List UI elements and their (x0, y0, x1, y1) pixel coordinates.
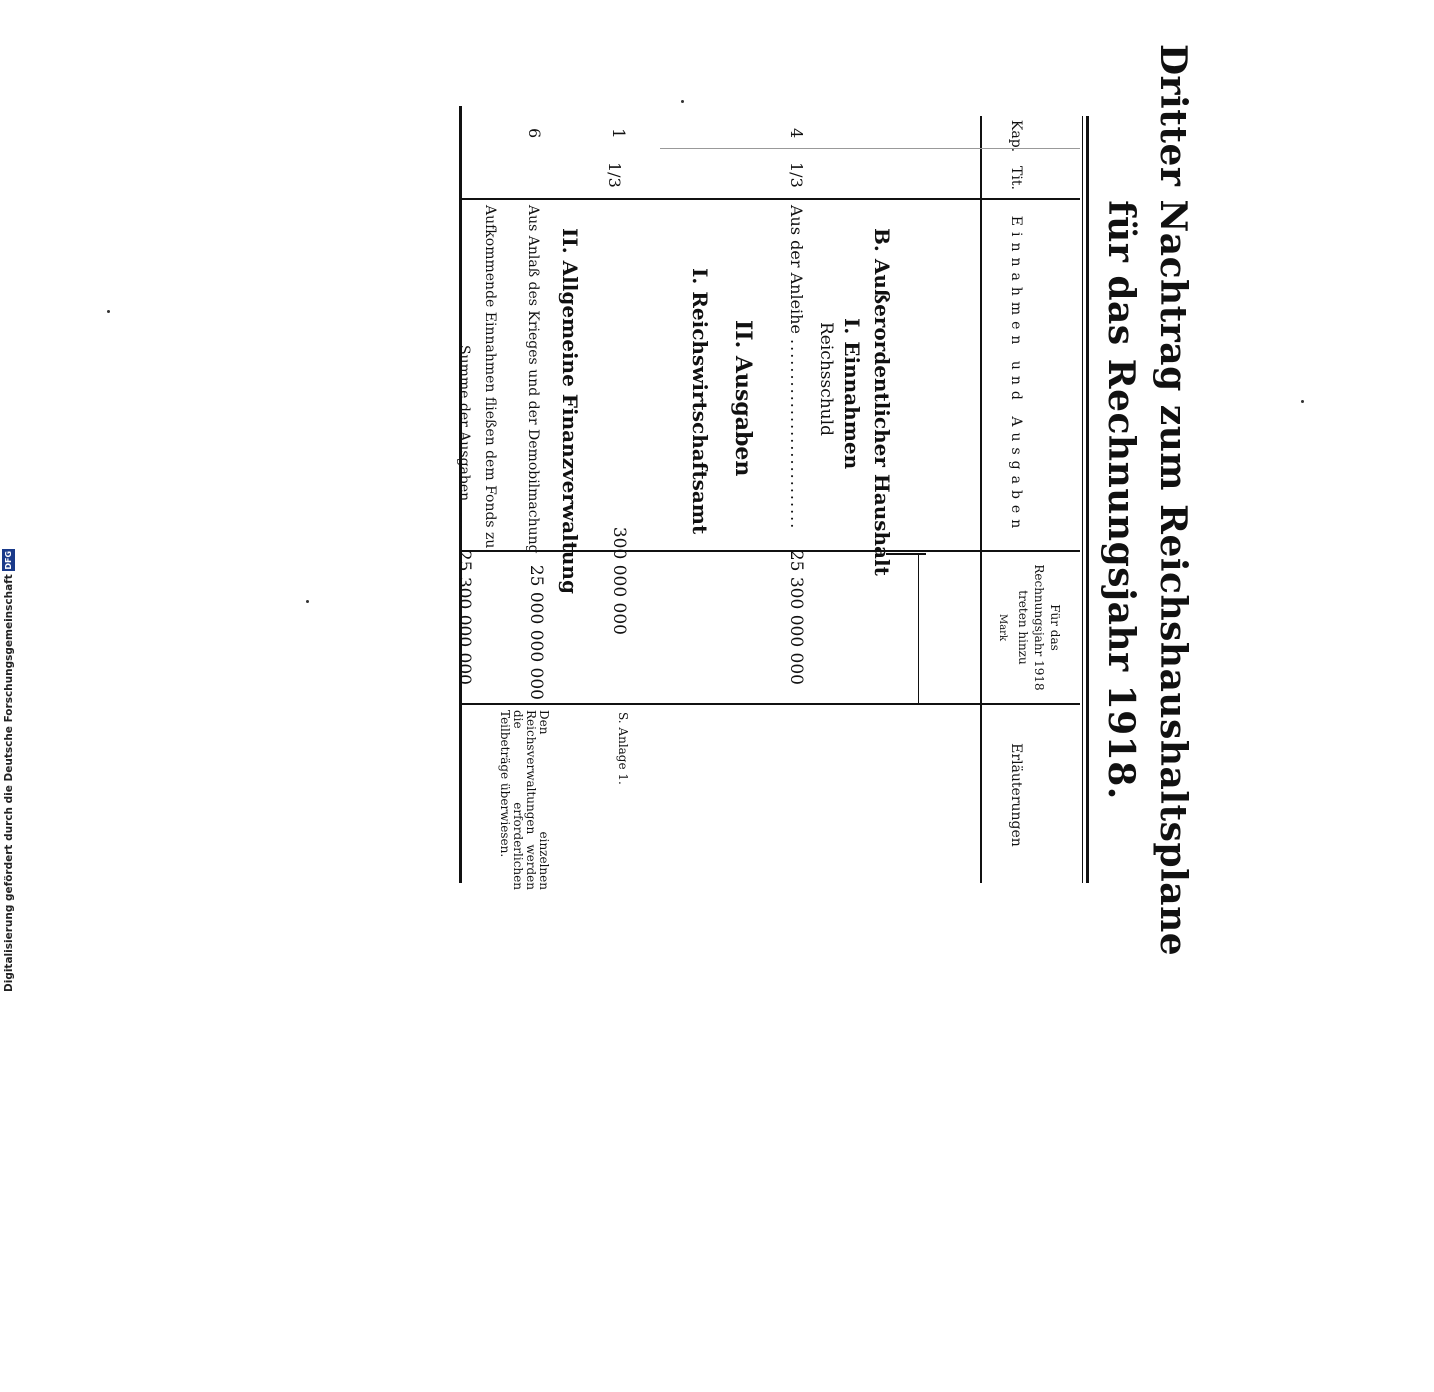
table-top-rule (1086, 116, 1089, 883)
sum-rule (918, 553, 919, 703)
scan-speck (1301, 400, 1304, 403)
row3-text: Aus Anlaß des Krieges und der Demobilmachung (525, 205, 541, 554)
row3-kap: 6 (525, 128, 544, 139)
row3-note: Den einzelnen Reichsverwaltungen werden die erforderlichen Teilbeträge überwiesen. (498, 710, 551, 890)
row1-tit: 1/3 (787, 162, 806, 188)
row3-text2: Aufkommende Einnahmen fließen dem Fonds zu. (482, 205, 498, 553)
section-ii-allg-finanz: II. Allgemeine Finanzverwaltung (558, 228, 582, 594)
document-title-line2: für das Rechnungsjahr 1918. (1100, 200, 1142, 800)
row2-kap: 1 (608, 128, 628, 139)
total-label: Summe der Ausgaben (456, 345, 472, 502)
col-sep-text-amount (460, 550, 1080, 552)
scan-speck (306, 600, 309, 603)
row3-amount: 25 000 000 000 (526, 564, 546, 700)
header-betrag-unit: Mark (997, 613, 1008, 642)
section-ii-ausgaben: II. Ausgaben (730, 320, 756, 477)
row1-text-label: Aus der Anleihe (787, 205, 806, 334)
row2-note: S. Anlage 1. (616, 712, 630, 785)
section-b-heading: B. Außerordentlicher Haushalt (870, 228, 894, 576)
section-i-reichswirtschaftsamt: I. Reichswirtschaftsamt (688, 268, 712, 535)
section-i-einnahmen: I. Einnahmen (840, 318, 864, 470)
col-sep-tit-text (460, 198, 1080, 200)
header-betrag-2: Rechnungsjahr 1918 (1032, 564, 1046, 691)
credit-text: Digitalisierung gefördert durch die Deutsche Forschungsgemeinschaft (2, 574, 15, 992)
header-kap: Kap. (1008, 119, 1024, 153)
row2-amount: 300 000 000 (609, 526, 629, 635)
total-dots: .... (456, 505, 472, 532)
header-einnahmen-ausgaben: Einnahmen und Ausgaben (1008, 215, 1024, 535)
table-top-rule-thin (1082, 116, 1083, 883)
col-sep-amount-note (460, 703, 1080, 705)
scan-speck (681, 100, 684, 103)
total-amount: 25 300 000 000 (454, 549, 474, 685)
document-title-line1: Dritter Nachtrag zum Reichshaushaltsplane (1152, 43, 1194, 957)
total-row (456, 345, 472, 531)
row1-text (787, 205, 806, 530)
header-bottom-rule (980, 116, 982, 883)
row1-kap: 4 (787, 128, 806, 139)
row2-tit: 1/3 (605, 162, 624, 188)
section-reichsschuld: Reichsschuld (816, 322, 836, 436)
header-tit: Tit. (1008, 166, 1024, 190)
header-betrag-3: treten hinzu (1016, 590, 1030, 665)
row1-amount: 25 300 000 000 (786, 549, 806, 685)
scan-speck (107, 310, 110, 313)
header-erlaeuterungen: Erläuterungen (1008, 743, 1024, 847)
row1-dots: ........................... (787, 339, 806, 531)
header-betrag-1: Für das (1048, 604, 1062, 651)
dfg-logo-icon: DFG (4, 550, 13, 570)
credit-sidebar (2, 550, 18, 1392)
credit-inner (2, 549, 15, 992)
